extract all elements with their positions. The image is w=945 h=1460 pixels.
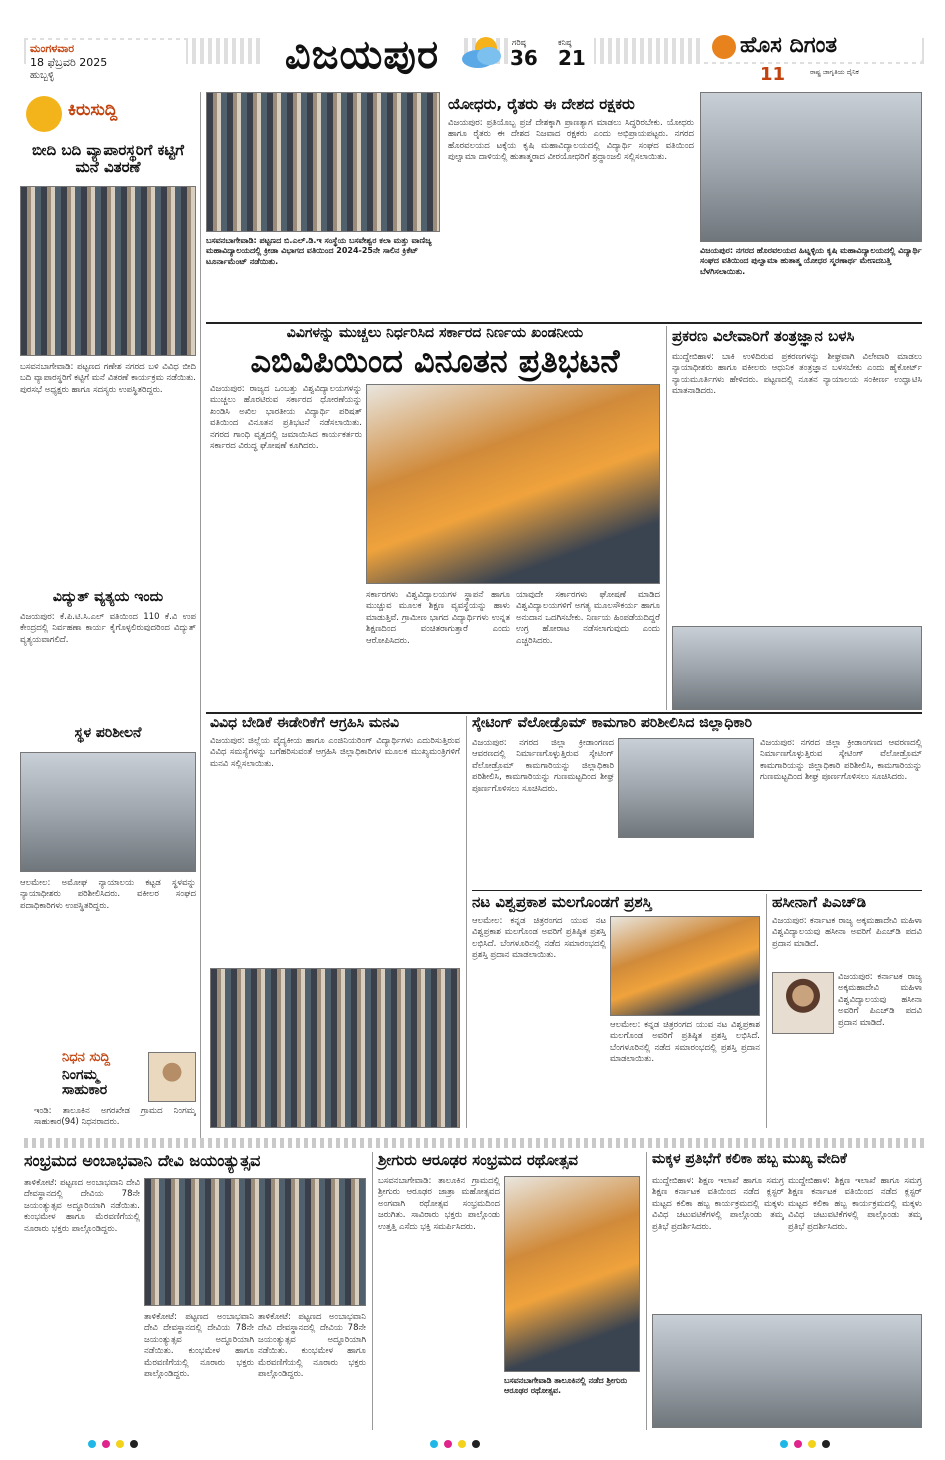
magenta-dot-icon (444, 1440, 452, 1448)
divider-mid (206, 712, 922, 714)
column-rule (666, 326, 667, 710)
tech-headline: ಪ್ರಕರಣ ವಿಲೇವಾರಿಗೆ ತಂತ್ರಜ್ಞಾನ ಬಳಸಿ (672, 327, 855, 345)
brief2-headline: ವಿದ್ಯುತ್ ವ್ಯತ್ಯಯ ಇಂದು (52, 589, 164, 605)
cyan-dot-icon (88, 1440, 96, 1448)
brief1-headline: ಬೀದಿ ಬದಿ ವ್ಯಾಪಾರಸ್ಥರಿಗೆ ಕಟ್ಟಿಗೆ ಮನೆ ವಿತರಣೆ (32, 141, 184, 176)
registration-marks-right (780, 1440, 900, 1450)
jayanti-body-3: ತಾಳಿಕೋಟೆ: ಪಟ್ಟಣದ ಅಂಬಾಭವಾನಿ ದೇವಿ ದೇವಸ್ಥಾನದಲ್ಲಿ ದೇವಿಯ 78ನೇ ಜಯಂತ್ಯುತ್ಸವ ಅದ್ಧೂರಿಯಾಗಿ ನಡೆಯಿತು. ಕುಂಭಮೇಳ ಹಾಗೂ ಮೆರವಣಿಗೆಯಲ್ಲಿ ನೂರಾರು ಭಕ್ತರು ಪಾಲ್ಗೊಂಡಿದ್ದರು. (258, 1312, 366, 1380)
rath-headline: ಶ್ರೀಗುರು ಆರೂಢರ ಸಂಭ್ರಮದ ರಥೋತ್ಸವ (378, 1151, 578, 1169)
dateline (26, 40, 186, 83)
obituary-body: ಇಂಡಿ: ತಾಲೂಕಿನ ಅಗರಖೇಡ ಗ್ರಾಮದ ನಿಂಗಮ್ಮ ಸಾಹುಕಾರ(94) ನಿಧನರಾದರು. (34, 1106, 196, 1128)
magenta-dot-icon (102, 1440, 110, 1448)
weather-icon (458, 34, 506, 70)
jayanti-body-2: ತಾಳಿಕೋಟೆ: ಪಟ್ಟಣದ ಅಂಬಾಭವಾನಿ ದೇವಿ ದೇವಸ್ಥಾನದಲ್ಲಿ ದೇವಿಯ 78ನೇ ಜಯಂತ್ಯುತ್ಸವ ಅದ್ಧೂರಿಯಾಗಿ ನಡೆಯಿತು. ಕುಂಭಮೇಳ ಹಾಗೂ ಮೆರವಣಿಗೆಯಲ್ಲಿ ನೂರಾರು ಭಕ್ತರು ಪಾಲ್ಗೊಂಡಿದ್ದರು. (144, 1312, 254, 1380)
cyan-dot-icon (430, 1440, 438, 1448)
skating-body-right: ವಿಜಯಪುರ: ನಗರದ ಜಿಲ್ಲಾ ಕ್ರೀಡಾಂಗಣದ ಆವರಣದಲ್ಲಿ ನಿರ್ಮಾಣಗೊಳ್ಳುತ್ತಿರುವ ಸ್ಕೇಟಿಂಗ್ ವೆಲೋಡ್ರೊಮ್ ಕಾಮಗಾರಿಯನ್ನು ಜಿಲ್ಲಾಧಿಕಾರಿ ಪರಿಶೀಲಿಸಿ, ಕಾಮಗಾರಿಯನ್ನು ಗುಣಮಟ್ಟದಿಂದ ಶೀಘ್ರ ಪೂರ್ಣಗೊಳಿಸಲು ಸೂಚಿಸಿದರು. (760, 738, 922, 783)
candlelight-photo (700, 92, 922, 242)
dateline-date: 18 ಫೆಬ್ರವರಿ 2025 (30, 56, 108, 69)
phd-portrait-photo (772, 972, 834, 1034)
column-rule (372, 1152, 373, 1430)
dateline-day: ಮಂಗಳವಾರ (30, 42, 75, 55)
abvp-body-a: ವಿಜಯಪುರ: ರಾಜ್ಯದ ಒಂಬತ್ತು ವಿಶ್ವವಿದ್ಯಾಲಯಗಳನ್ನು ಮುಚ್ಚಲು ಹೊರಟಿರುವ ಸರ್ಕಾರದ ಧೋರಣೆಯನ್ನು ಖಂಡಿಸಿ ಅಖಿಲ ಭಾರತೀಯ ವಿದ್ಯಾರ್ಥಿ ಪರಿಷತ್ ವತಿಯಿಂದ ವಿನೂತನ ಪ್ರತಿಭಟನೆ ನಡೆಸಲಾಯಿತು. ನಗರದ ಗಾಂಧಿ ವೃತ್ತದಲ್ಲಿ ಜಮಾಯಿಸಿದ ಕಾರ್ಯಕರ್ತರು ಸರ್ಕಾರದ ವಿರುದ್ಧ ಘೋಷಣೆ ಕೂಗಿದರು. (210, 384, 362, 452)
paper-logo (700, 32, 922, 62)
bottom-section-band (20, 1138, 925, 1148)
abvp-body-b: ಸರ್ಕಾರಗಳು ವಿಶ್ವವಿದ್ಯಾಲಯಗಳ ಸ್ಥಾಪನೆ ಹಾಗೂ ಮುಚ್ಚುವ ಮೂಲಕ ಶಿಕ್ಷಣ ವ್ಯವಸ್ಥೆಯನ್ನು ಹಾಳು ಮಾಡುತ್ತಿವೆ. ಗ್ರಾಮೀಣ ಭಾಗದ ವಿದ್ಯಾರ್ಥಿಗಳು ಉನ್ನತ ಶಿಕ್ಷಣದಿಂದ ವಂಚಿತರಾಗುತ್ತಾರೆ ಎಂದು ಆರೋಪಿಸಿದರು. (366, 590, 510, 646)
jayanti-body: ತಾಳಿಕೋಟೆ: ಪಟ್ಟಣದ ಅಂಬಾಭವಾನಿ ದೇವಿ ದೇವಸ್ಥಾನದಲ್ಲಿ ದೇವಿಯ 78ನೇ ಜಯಂತ್ಯುತ್ಸವ ಅದ್ಧೂರಿಯಾಗಿ ನಡೆಯಿತು. ಕುಂಭಮೇಳ ಹಾಗೂ ಮೆರವಣಿಗೆಯಲ್ಲಿ ನೂರಾರು ಭಕ್ತರು ಪಾಲ್ಗೊಂಡಿದ್ದರು. (24, 1178, 140, 1234)
min-temp-value: 21 (558, 46, 586, 70)
kalika-headline: ಮಕ್ಕಳ ಪ್ರತಿಭೆಗೆ ಕಲಿಕಾ ಹಬ್ಬ ಮುಖ್ಯ ವೇದಿಕೆ (652, 1151, 847, 1167)
cricket-caption: ಬಸವನಬಾಗೇವಾಡಿ: ಪಟ್ಟಣದ ಬಿ.ಎಲ್.ಡಿ.ಇ ಸಂಸ್ಥೆಯ ಬಸವೇಶ್ವರ ಕಲಾ ಮತ್ತು ವಾಣಿಜ್ಯ ಮಹಾವಿದ್ಯಾಲಯದಲ್ಲಿ ಕ್ರೀಡಾ ವಿಭಾಗದ ವತಿಯಿಂದ 2024-25ನೇ ಸಾಲಿನ ಕ್ರಿಕೆಟ್ ಟೂರ್ನಾಮೆಂಟ್ ನಡೆಯಿತು. (206, 236, 432, 266)
dateline-place: ಹುಬ್ಬಳ್ಳಿ (30, 70, 55, 81)
kalika-event-photo (652, 1314, 922, 1428)
abvp-headline: ಎಬಿವಿಪಿಯಿಂದ ವಿನೂತನ ಪ್ರತಿಭಟನೆ (250, 342, 620, 380)
kalika-body: ಮುದ್ದೇಬಿಹಾಳ: ಶಿಕ್ಷಣ ಇಲಾಖೆ ಹಾಗೂ ಸಮಗ್ರ ಶಿಕ್ಷಣ ಕರ್ನಾಟಕ ವತಿಯಿಂದ ನಡೆದ ಕ್ಲಸ್ಟರ್ ಮಟ್ಟದ ಕಲಿಕಾ ಹಬ್ಬ ಕಾರ್ಯಕ್ರಮದಲ್ಲಿ ಮಕ್ಕಳು ವಿವಿಧ ಚಟುವಟಿಕೆಗಳಲ್ಲಿ ಪಾಲ್ಗೊಂಡು ತಮ್ಮ ಪ್ರತಿಭೆ ಪ್ರದರ್ಶಿಸಿದರು. (652, 1176, 784, 1232)
column-rule (646, 1152, 647, 1430)
obituary-block (20, 1050, 196, 1140)
actor-body: ಆಲಮೇಲ: ಕನ್ನಡ ಚಿತ್ರರಂಗದ ಯುವ ನಟ ವಿಶ್ವಪ್ರಕಾಶ ಮಲಗೊಂಡ ಅವರಿಗೆ ಪ್ರತಿಷ್ಠಿತ ಪ್ರಶಸ್ತಿ ಲಭಿಸಿದೆ. ಬೆಂಗಳೂರಿನಲ್ಲಿ ನಡೆದ ಸಮಾರಂಭದಲ್ಲಿ ಪ್ರಶಸ್ತಿ ಪ್ರದಾನ ಮಾಡಲಾಯಿತು. (472, 916, 606, 961)
registration-marks-center (430, 1440, 550, 1450)
temperature-box (508, 38, 594, 70)
max-temp-value: 36 (510, 46, 538, 70)
brief1-photo (20, 186, 196, 356)
phd-body-2: ವಿಜಯಪುರ: ಕರ್ನಾಟಕ ರಾಜ್ಯ ಅಕ್ಕಮಹಾದೇವಿ ಮಹಿಳಾ ವಿಶ್ವವಿದ್ಯಾಲಯವು ಹಸೀನಾ ಅವರಿಗೆ ಪಿಎಚ್‌ಡಿ ಪದವಿ ಪ್ರದಾನ ಮಾಡಿದೆ. (838, 972, 922, 1028)
jayanti-procession-photo (144, 1178, 366, 1306)
actor-headline: ನಟ ವಿಶ್ವಪ್ರಕಾಶ ಮಲಗೊಂಡಗೆ ಪ್ರಶಸ್ತಿ (472, 893, 652, 911)
paper-name: ಹೊಸ ದಿಗಂತ (740, 33, 838, 58)
logo-emblem-icon (712, 35, 736, 59)
black-dot-icon (822, 1440, 830, 1448)
min-temp-label: ಕನಿಷ್ಠ (558, 38, 572, 47)
phd-body: ವಿಜಯಪುರ: ಕರ್ನಾಟಕ ರಾಜ್ಯ ಅಕ್ಕಮಹಾದೇವಿ ಮಹಿಳಾ ವಿಶ್ವವಿದ್ಯಾಲಯವು ಹಸೀನಾ ಅವರಿಗೆ ಪಿಎಚ್‌ಡಿ ಪದವಿ ಪ್ರದಾನ ಮಾಡಿದೆ. (772, 916, 922, 949)
tech-body: ಮುದ್ದೇಬಿಹಾಳ: ಬಾಕಿ ಉಳಿದಿರುವ ಪ್ರಕರಣಗಳನ್ನು ಶೀಘ್ರವಾಗಿ ವಿಲೇವಾರಿ ಮಾಡಲು ನ್ಯಾಯಾಧೀಶರು ಹಾಗೂ ವಕೀಲರು ಆಧುನಿಕ ತಂತ್ರಜ್ಞಾನ ಬಳಸಬೇಕು ಎಂದು ಹೈಕೋರ್ಟ್ ನ್ಯಾಯಮೂರ್ತಿಗಳು ಹೇಳಿದರು. ಪಟ್ಟಣದಲ್ಲಿ ನೂತನ ನ್ಯಾಯಾಲಯ ಸಂಕೀರ್ಣ ಉದ್ಘಾಟಿಸಿ ಮಾತನಾಡಿದರು. (672, 352, 922, 397)
jayanti-headline: ಸಂಭ್ರಮದ ಅಂಬಾಭವಾನಿ ದೇವಿ ಜಯಂತ್ಯುತ್ಸವ (24, 1151, 261, 1170)
registration-marks-left (88, 1440, 208, 1450)
demand-headline: ವಿವಿಧ ಬೇಡಿಕೆ ಈಡೇರಿಕೆಗೆ ಆಗ್ರಹಿಸಿ ಮನವಿ (210, 715, 400, 731)
abvp-protest-photo (366, 384, 660, 584)
divider-skating (472, 890, 922, 891)
kalika-body-2: ಮುದ್ದೇಬಿಹಾಳ: ಶಿಕ್ಷಣ ಇಲಾಖೆ ಹಾಗೂ ಸಮಗ್ರ ಶಿಕ್ಷಣ ಕರ್ನಾಟಕ ವತಿಯಿಂದ ನಡೆದ ಕ್ಲಸ್ಟರ್ ಮಟ್ಟದ ಕಲಿಕಾ ಹಬ್ಬ ಕಾರ್ಯಕ್ರಮದಲ್ಲಿ ಮಕ್ಕಳು ವಿವಿಧ ಚಟುವಟಿಕೆಗಳಲ್ಲಿ ಪಾಲ್ಗೊಂಡು ತಮ್ಮ ಪ್ರತಿಭೆ ಪ್ರದರ್ಶಿಸಿದರು. (788, 1176, 922, 1232)
soldier-headline: ಯೋಧರು, ರೈತರು ಈ ದೇಶದ ರಕ್ಷಕರು (448, 95, 635, 113)
brief3-photo (20, 752, 196, 872)
demand-body: ವಿಜಯಪುರ: ಜಿಲ್ಲೆಯ ವೈದ್ಯಕೀಯ ಹಾಗೂ ಎಂಜಿನಿಯರಿಂಗ್ ವಿದ್ಯಾರ್ಥಿಗಳು ಎದುರಿಸುತ್ತಿರುವ ವಿವಿಧ ಸಮಸ್ಯೆಗಳನ್ನು ಬಗೆಹರಿಸುವಂತೆ ಆಗ್ರಹಿಸಿ ಜಿಲ್ಲಾಧಿಕಾರಿಗಳ ಮೂಲಕ ಮುಖ್ಯಮಂತ್ರಿಗಳಿಗೆ ಮನವಿ ಸಲ್ಲಿಸಲಾಯಿತು. (210, 736, 460, 769)
actor-body-2: ಆಲಮೇಲ: ಕನ್ನಡ ಚಿತ್ರರಂಗದ ಯುವ ನಟ ವಿಶ್ವಪ್ರಕಾಶ ಮಲಗೊಂಡ ಅವರಿಗೆ ಪ್ರತಿಷ್ಠಿತ ಪ್ರಶಸ್ತಿ ಲಭಿಸಿದೆ. ಬೆಂಗಳೂರಿನಲ್ಲಿ ನಡೆದ ಸಮಾರಂಭದಲ್ಲಿ ಪ್ರಶಸ್ತಿ ಪ್ರದಾನ ಮಾಡಲಾಯಿತು. (610, 1020, 760, 1065)
tech-court-photo (672, 626, 922, 710)
brief3-headline: ಸ್ಥಳ ಪರಿಶೀಲನೆ (74, 725, 142, 741)
rath-chariot-photo (504, 1176, 640, 1372)
rath-caption: ಬಸವನಬಾಗೇವಾಡಿ ತಾಲೂಕಿನಲ್ಲಿ ನಡೆದ ಶ್ರೀಗುರು ಆರೂಢರ ರಥೋತ್ಸವ. (504, 1376, 628, 1396)
obituary-photo (148, 1052, 196, 1102)
brief1-body: ಬಸವನಬಾಗೇವಾಡಿ: ಪಟ್ಟಣದ ಗಣೇಶ ನಗರದ ಬಳಿ ವಿವಿಧ ಬೀದಿ ಬದಿ ವ್ಯಾಪಾರಸ್ಥರಿಗೆ ಕಟ್ಟಿಗೆ ಮನೆ ವಿತರಣೆ ಕಾರ್ಯಕ್ರಮ ನಡೆಯಿತು. ಪುರಸಭೆ ಅಧ್ಯಕ್ಷರು ಹಾಗೂ ಸದಸ್ಯರು ಉಪಸ್ಥಿತರಿದ್ದರು. (20, 362, 196, 395)
yellow-dot-icon (808, 1440, 816, 1448)
edition-title: ವಿಜಯಪುರ (262, 32, 462, 78)
pointing-hand-icon (26, 96, 62, 132)
candlelight-caption: ವಿಜಯಪುರ: ನಗರದ ಹೊರವಲಯದ ಹಿಟ್ನಳ್ಳಿಯ ಕೃಷಿ ಮಹಾವಿದ್ಯಾಲಯದಲ್ಲಿ ವಿದ್ಯಾರ್ಥಿ ಸಂಘದ ವತಿಯಿಂದ ಪುಲ್ವಾಮಾ ಹುತಾತ್ಮ ಯೋಧರ ಸ್ಮರಣಾರ್ಥ ಮೇಣದಬತ್ತಿ ಬೆಳಗಿಸಲಾಯಿತು. (700, 246, 922, 276)
soldier-body: ವಿಜಯಪುರ: ಪ್ರತಿಯೊಬ್ಬ ಪ್ರಜೆ ದೇಶಕ್ಕಾಗಿ ಪ್ರಾಣತ್ಯಾಗ ಮಾಡಲು ಸಿದ್ಧರಿರಬೇಕು. ಯೋಧರು ಹಾಗೂ ರೈತರು ಈ ದೇಶದ ನಿಜವಾದ ರಕ್ಷಕರು ಎಂದು ಅಭಿಪ್ರಾಯಪಟ್ಟರು. ನಗರದ ಹೊರವಲಯದ ಟಕ್ಕೆಯ ಕೃಷಿ ಮಹಾವಿದ್ಯಾಲಯದಲ್ಲಿ ವಿದ್ಯಾರ್ಥಿ ಸಂಘದ ವತಿಯಿಂದ ಪುಲ್ವಾಮಾ ದಾಳಿಯಲ್ಲಿ ಹುತಾತ್ಮರಾದ ವೀರಯೋಧರಿಗೆ ಶ್ರದ್ಧಾಂಜಲಿ ಸಲ್ಲಿಸಲಾಯಿತು. (448, 118, 694, 163)
column-rule (766, 894, 767, 1128)
abvp-kicker: ವಿವಿಗಳನ್ನು ಮುಚ್ಚಲು ನಿರ್ಧರಿಸಿದ ಸರ್ಕಾರದ ನಿರ್ಣಯ ಖಂಡನೀಯ (286, 325, 584, 341)
actor-award-photo (610, 916, 760, 1016)
left-column (20, 92, 196, 1138)
black-dot-icon (472, 1440, 480, 1448)
phd-headline: ಹಸೀನಾಗೆ ಪಿಎಚ್‌ಡಿ (772, 893, 867, 911)
yellow-dot-icon (458, 1440, 466, 1448)
yellow-dot-icon (116, 1440, 124, 1448)
abvp-body-c: ಯಾವುದೇ ಸರ್ಕಾರಗಳು ಘೋಷಣೆ ಮಾಡಿದ ವಿಶ್ವವಿದ್ಯಾಲಯಗಳಿಗೆ ಅಗತ್ಯ ಮೂಲಸೌಕರ್ಯ ಹಾಗೂ ಅನುದಾನ ಒದಗಿಸಬೇಕು. ನಿರ್ಣಯ ಹಿಂಪಡೆಯದಿದ್ದರೆ ಉಗ್ರ ಹೋರಾಟ ನಡೆಸಲಾಗುವುದು ಎಂದು ಎಚ್ಚರಿಸಿದರು. (516, 590, 660, 646)
obituary-name: ನಿಂಗಮ್ಮ ಸಾಹುಕಾರ (62, 1067, 108, 1099)
cyan-dot-icon (780, 1440, 788, 1448)
kiru-sudhi-label: ಕಿರುಸುದ್ದಿ (68, 100, 118, 120)
black-dot-icon (130, 1440, 138, 1448)
rath-body: ಬಸವನಬಾಗೇವಾಡಿ: ತಾಲೂಕಿನ ಗ್ರಾಮದಲ್ಲಿ ಶ್ರೀಗುರು ಆರೂಢರ ಜಾತ್ರಾ ಮಹೋತ್ಸವದ ಅಂಗವಾಗಿ ರಥೋತ್ಸವ ಸಂಭ್ರಮದಿಂದ ಜರುಗಿತು. ಸಾವಿರಾರು ಭಕ್ತರು ಪಾಲ್ಗೊಂಡು ಉತ್ತತ್ತಿ ಎಸೆದು ಭಕ್ತಿ ಸಮರ್ಪಿಸಿದರು. (378, 1176, 500, 1232)
page-number: 11 (760, 64, 786, 85)
obituary-label: ನಿಧನ ಸುದ್ದಿ (62, 1050, 110, 1065)
column-rule (466, 716, 467, 1128)
demand-photo (210, 968, 460, 1128)
skating-body: ವಿಜಯಪುರ: ನಗರದ ಜಿಲ್ಲಾ ಕ್ರೀಡಾಂಗಣದ ಆವರಣದಲ್ಲಿ ನಿರ್ಮಾಣಗೊಳ್ಳುತ್ತಿರುವ ಸ್ಕೇಟಿಂಗ್ ವೆಲೋಡ್ರೊಮ್ ಕಾಮಗಾರಿಯನ್ನು ಜಿಲ್ಲಾಧಿಕಾರಿ ಪರಿಶೀಲಿಸಿ, ಕಾಮಗಾರಿಯನ್ನು ಗುಣಮಟ್ಟದಿಂದ ಶೀಘ್ರ ಪೂರ್ಣಗೊಳಿಸಲು ಸೂಚಿಸಿದರು. (472, 738, 614, 794)
divider-top (206, 322, 922, 324)
kiru-sudhi-banner (20, 92, 196, 136)
masthead (0, 0, 945, 88)
brief2-body: ವಿಜಯಪುರ: ಕೆ.ಪಿ.ಟಿ.ಸಿ.ಎಲ್ ವತಿಯಿಂದ 110 ಕೆ.ವಿ ಉಪ ಕೇಂದ್ರದಲ್ಲಿ ನಿರ್ವಹಣಾ ಕಾರ್ಯ ಕೈಗೊಳ್ಳಲಿರುವುದರಿಂದ ವಿದ್ಯುತ್ ವ್ಯತ್ಯಯವಾಗಲಿದೆ. (20, 612, 196, 645)
tagline: ರಾಷ್ಟ್ರ ಜಾಗೃತಿಯ ದೈನಿಕ (810, 68, 859, 76)
column-rule (200, 92, 201, 1138)
brief3-body: ಆಲಮೇಲ: ಅಮೋಘ ನ್ಯಾಯಾಲಯ ಕಟ್ಟಡ ಸ್ಥಳವನ್ನು ನ್ಯಾಯಾಧೀಶರು ಪರಿಶೀಲಿಸಿದರು. ವಕೀಲರ ಸಂಘದ ಪದಾಧಿಕಾರಿಗಳು ಉಪಸ್ಥಿತರಿದ್ದರು. (20, 878, 196, 911)
cricket-photo (206, 92, 440, 232)
skating-headline: ಸ್ಕೇಟಿಂಗ್ ವೆಲೋಡ್ರೊಮ್ ಕಾಮಗಾರಿ ಪರಿಶೀಲಿಸಿದ ಜಿಲ್ಲಾಧಿಕಾರಿ (472, 715, 753, 731)
magenta-dot-icon (794, 1440, 802, 1448)
max-temp-label: ಗರಿಷ್ಠ (512, 38, 526, 47)
skating-photo (618, 738, 754, 838)
